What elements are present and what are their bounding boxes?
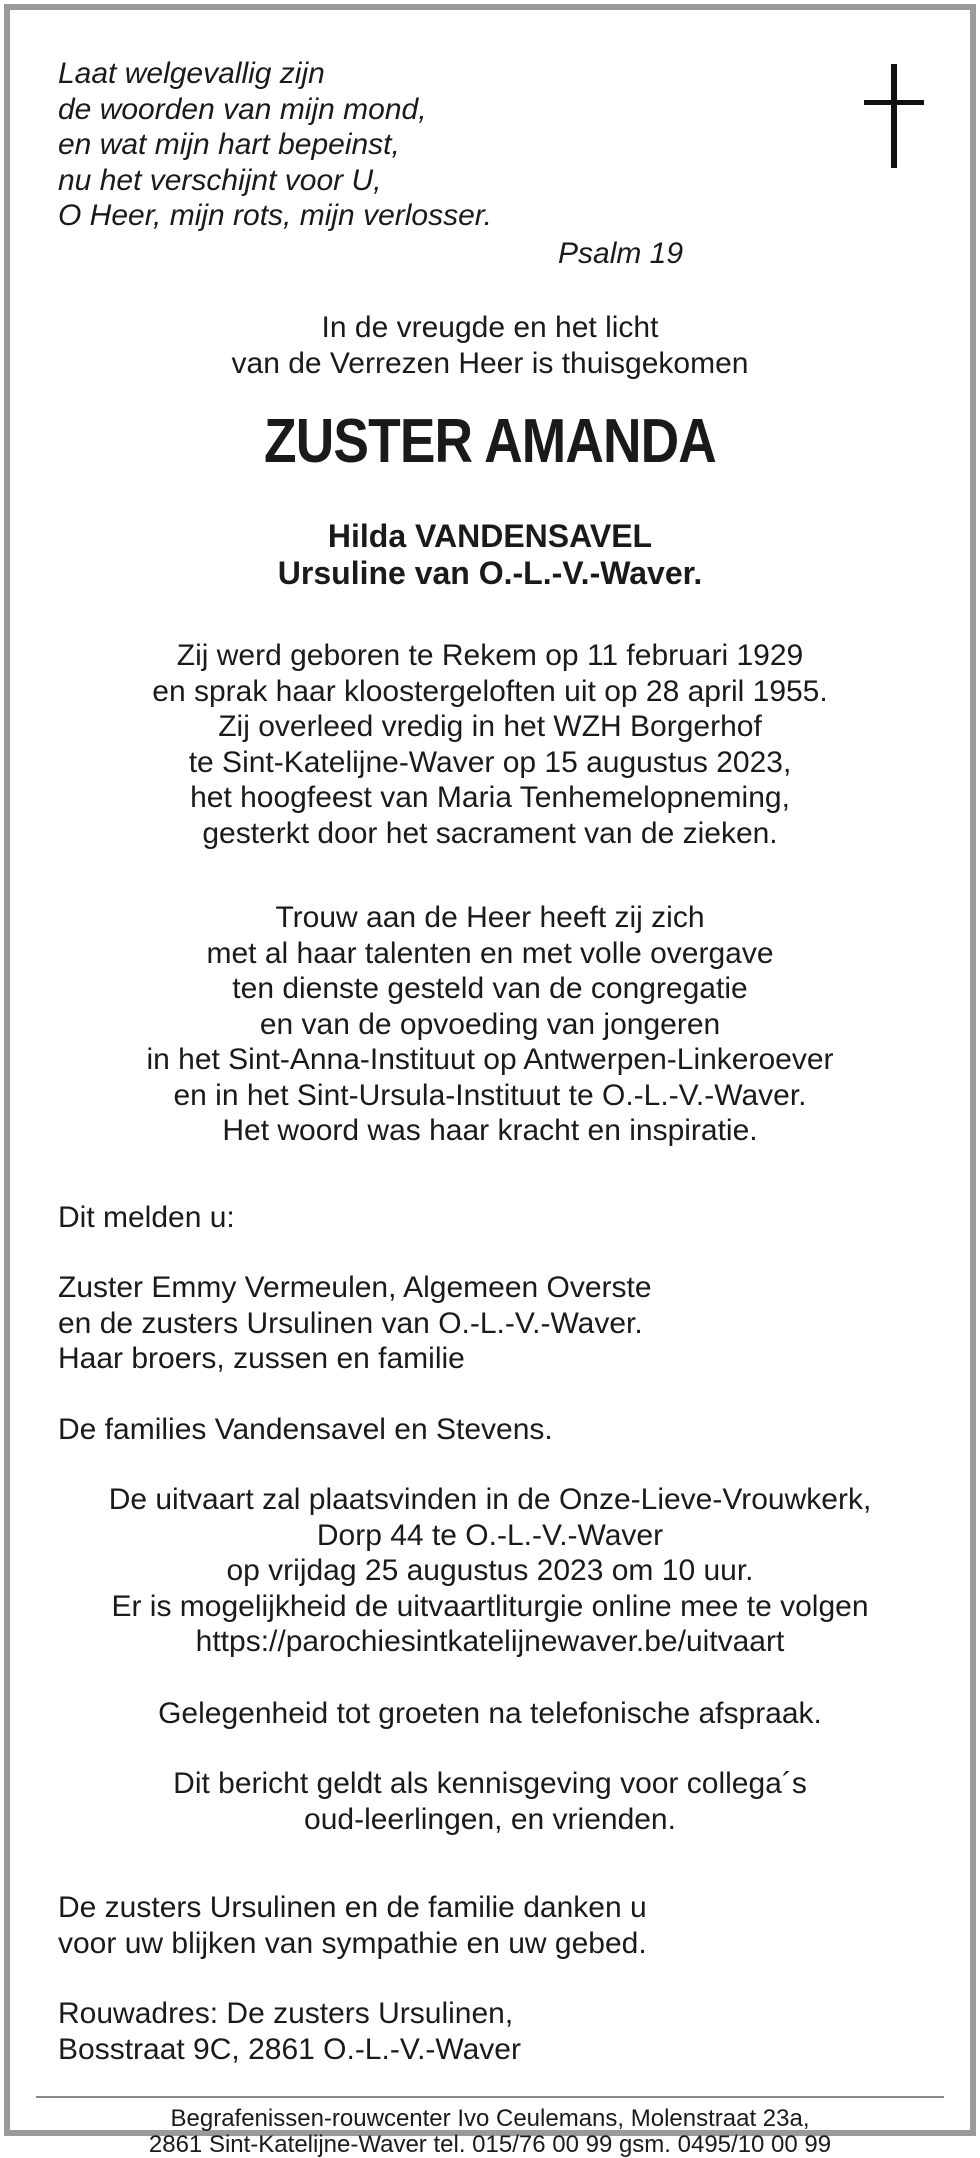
death-notice-frame [4, 4, 976, 2158]
tribute-line: Trouw aan de Heer heeft zij zich [275, 901, 705, 934]
notification-note [10, 1766, 970, 1837]
funeral-line: Dorp 44 te O.-L.-V.-Waver [316, 1518, 664, 1552]
intro-line: van de Verrezen Heer is thuisgekomen [231, 346, 749, 380]
psalm-source: Psalm 19 [558, 237, 684, 270]
notice-line: oud-leerlingen, en vrienden. [304, 1802, 676, 1836]
tribute-line: Het woord was haar kracht en inspiratie. [222, 1114, 758, 1147]
subtitle-line: Hilda VANDENSAVEL [327, 518, 653, 554]
bio-line: te Sint-Katelijne-Waver op 15 augustus 2023, [188, 745, 792, 779]
tribute-line: ten dienste gesteld van de congregatie [232, 972, 748, 1005]
senders-list [58, 1270, 652, 1377]
funeral-line: op vrijdag 25 augustus 2023 om 10 uur. [226, 1554, 754, 1587]
footer-line: 2861 Sint-Katelijne-Waver tel. 015/76 00 99 gsm. 0495/10 00 99 [148, 2131, 832, 2158]
address-line: Bosstraat 9C, 2861 O.-L.-V.-Waver [58, 2032, 521, 2066]
funeral-details [10, 1482, 970, 1660]
biography-paragraph [10, 638, 970, 851]
funeral-home-footer [10, 2106, 970, 2158]
psalm-line: en wat mijn hart bepeinst, [58, 128, 400, 161]
deceased-name-title: ZUSTER AMANDA [264, 407, 716, 476]
thanks-paragraph [58, 1890, 647, 1961]
psalm-line: O Heer, mijn rots, mijn verlosser. [58, 199, 492, 232]
cross-vertical-bar [891, 64, 897, 168]
notice-line: Dit bericht geldt als kennisgeving voor collega´s [173, 1767, 807, 1800]
tribute-line: en in het Sint-Ursula-Instituut te O.-L.-V.-Waver. [173, 1078, 807, 1112]
thanks-line: voor uw blijken van sympathie en uw gebed. [58, 1926, 647, 1960]
psalm-line: Laat welgevallig zijn [58, 57, 325, 90]
cross-horizontal-bar [864, 100, 924, 105]
visitation-note: Gelegenheid tot groeten na telefonische afspraak. [158, 1697, 822, 1730]
funeral-line: De uitvaart zal plaatsvinden in de Onze-Lieve-Vrouwkerk, [108, 1483, 872, 1516]
bio-line: gesterkt door het sacrament van de zieken. [202, 816, 778, 850]
psalm-quote [58, 56, 492, 234]
civil-name-subtitle [10, 518, 970, 592]
funeral-line: Er is mogelijkheid de uitvaartliturgie online mee te volgen [111, 1589, 869, 1623]
livestream-url: https://parochiesintkatelijnewaver.be/uitvaart [195, 1625, 785, 1658]
tribute-line: en van de opvoeding van jongeren [259, 1007, 721, 1041]
sender-line: Zuster Emmy Vermeulen, Algemeen Overste [58, 1271, 652, 1304]
announcement-heading: Dit melden u: [58, 1201, 235, 1234]
families-line: De families Vandensavel en Stevens. [58, 1413, 553, 1446]
tribute-line: met al haar talenten en met volle overgave [206, 936, 774, 970]
bio-line: en sprak haar kloostergeloften uit op 28 april 1955. [152, 674, 828, 708]
death-notice [10, 10, 970, 2158]
tribute-paragraph [10, 900, 970, 1149]
sender-line: Haar broers, zussen en familie [58, 1342, 465, 1375]
subtitle-line: Ursuline van O.-L.-V.-Waver. [277, 555, 703, 591]
bio-line: Zij overleed vredig in het WZH Borgerhof [218, 710, 762, 743]
address-line: Rouwadres: De zusters Ursulinen, [58, 1997, 514, 2030]
intro-line: In de vreugde en het licht [321, 311, 659, 344]
psalm-line: nu het verschijnt voor U, [58, 163, 382, 197]
sender-line: en de zusters Ursulinen van O.-L.-V.-Waver. [58, 1306, 643, 1340]
tribute-line: in het Sint-Anna-Instituut op Antwerpen-Linkeroever [146, 1043, 834, 1076]
mourning-address [58, 1996, 521, 2067]
psalm-line: de woorden van mijn mond, [58, 92, 427, 126]
footer-line: Begrafenissen-rouwcenter Ivo Ceulemans, Molenstraat 23a, [170, 2105, 810, 2132]
bio-line: Zij werd geboren te Rekem op 11 februari 1929 [176, 639, 804, 672]
cross-icon [864, 64, 924, 168]
intro-text [10, 310, 970, 381]
footer-divider [36, 2096, 944, 2098]
bio-line: het hoogfeest van Maria Tenhemelopneming, [190, 781, 790, 814]
thanks-line: De zusters Ursulinen en de familie danken u [58, 1891, 647, 1924]
